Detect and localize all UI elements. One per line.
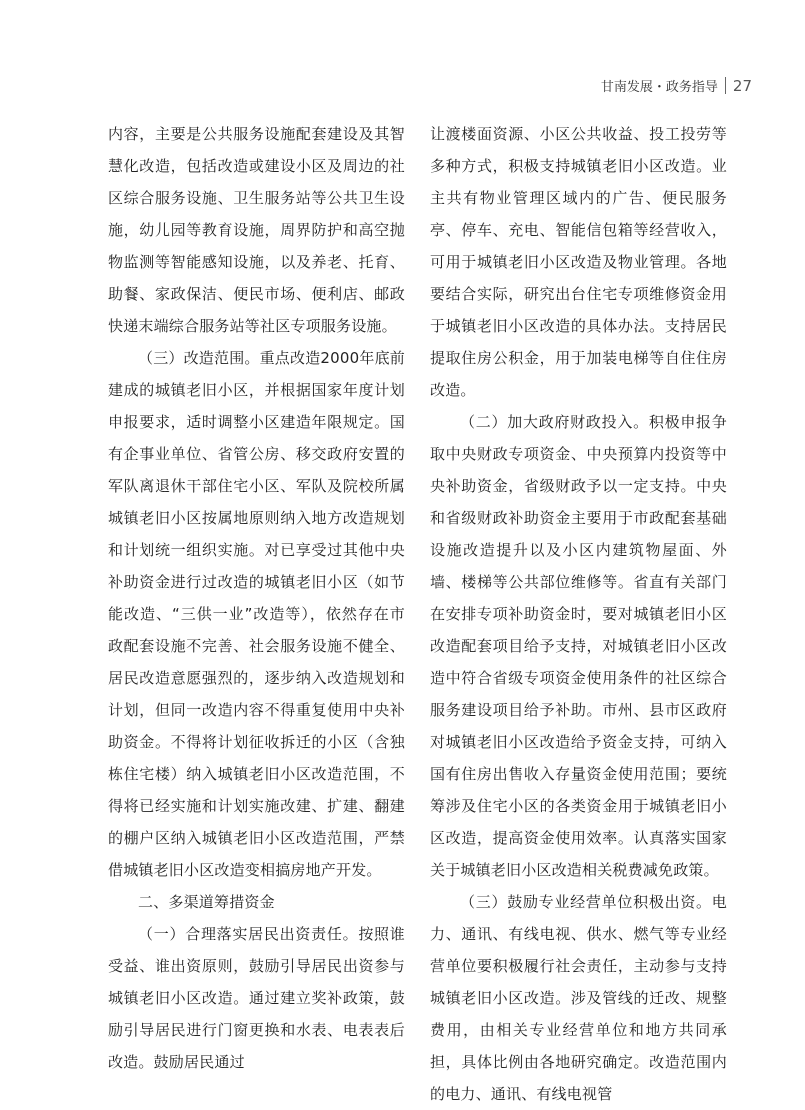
journal-title: 甘南发展・政务指导 [600, 80, 718, 95]
paragraph: （三）鼓励专业经营单位积极出资。电力、通讯、有线电视、供水、燃气等专业经营单位要积极履行社会责任，主动参与支持城镇老旧小区改造。涉及管线的迁改、规整费用，由相关专业经营单位和地方共同承担，具体比例由各地研究确定。改造范围内的电力、通讯、有线电视管 [430, 893, 727, 1103]
paragraph: （二）加大政府财政投入。积极申报争取中央财政专项资金、中央预算内投资等中央补助资金，省级财政予以一定支持。中央和省级财政补助资金主要用于市政配套基础设施改造提升以及小区内建筑物屋面、外墙、楼梯等公共部位维修等。省直有关部门在安排专项补助资金时，要对城镇老旧小区改造配套项目给予支持，对城镇老旧小区改造中符合省级专项资金使用条件的社区综合服务建设项目给予补助。市州、县市区政府对城镇老旧小区改造给予资金支持，可纳入国有住房出售收入存量资金使用范围；要统筹涉及住宅小区的各类资金用于城镇老旧小区改造，提高资金使用效率。认真落实国家关于城镇老旧小区改造相关税费减免政策。 [430, 413, 727, 879]
paragraph: 让渡楼面资源、小区公共收益、投工投劳等多种方式，积极支持城镇老旧小区改造。业主共有物业管理区域内的广告、便民服务亭、停车、充电、智能信包箱等经营收入，可用于城镇老旧小区改造及物业管理。各地要结合实际，研究出台住宅专项维修资金用于城镇老旧小区改造的具体办法。支持居民提取住房公积金，用于加装电梯等自住住房改造。 [430, 125, 727, 399]
paragraph: （一）合理落实居民出资责任。按照谁受益、谁出资原则，鼓励引导居民出资参与城镇老旧小区改造。通过建立奖补政策，鼓励引导居民进行门窗更换和水表、电表表后改造。鼓励居民通过 [108, 925, 405, 1071]
page-header [601, 76, 752, 98]
header-divider [725, 77, 726, 94]
section-heading: 二、多渠道筹措资金 [138, 893, 275, 911]
paragraph: （三）改造范围。重点改造2000年底前建成的城镇老旧小区，并根据国家年度计划申报要求，适时调整小区建造年限规定。国有企事业单位、省管公房、移交政府安置的军队离退休干部住宅小区、军队及院校所属城镇老旧小区按属地原则纳入地方改造规划和计划统一组织实施。对已享受过其他中央补助资金进行过改造的城镇老旧小区（如节能改造、“三供一业”改造等），依然存在市政配套设施不完善、社会服务设施不健全、居民改造意愿强烈的，逐步纳入改造规划和计划，但同一改造内容不得重复使用中央补助资金。不得将计划征收拆迁的小区（含独栋住宅楼）纳入城镇老旧小区改造范围，不得将已经实施和计划实施改建、扩建、翻建的棚户区纳入城镇老旧小区改造范围，严禁借城镇老旧小区改造变相搞房地产开发。 [108, 349, 405, 879]
page-number: 27 [732, 77, 752, 95]
right-column [430, 118, 727, 1110]
paragraph: 内容，主要是公共服务设施配套建设及其智慧化改造，包括改造或建设小区及周边的社区综合服务设施、卫生服务站等公共卫生设施，幼儿园等教育设施，周界防护和高空抛物监测等智能感知设施，以及养老、托育、助餐、家政保洁、便民市场、便利店、邮政快递末端综合服务站等社区专项服务设施。 [108, 125, 405, 335]
left-column [108, 118, 405, 1078]
